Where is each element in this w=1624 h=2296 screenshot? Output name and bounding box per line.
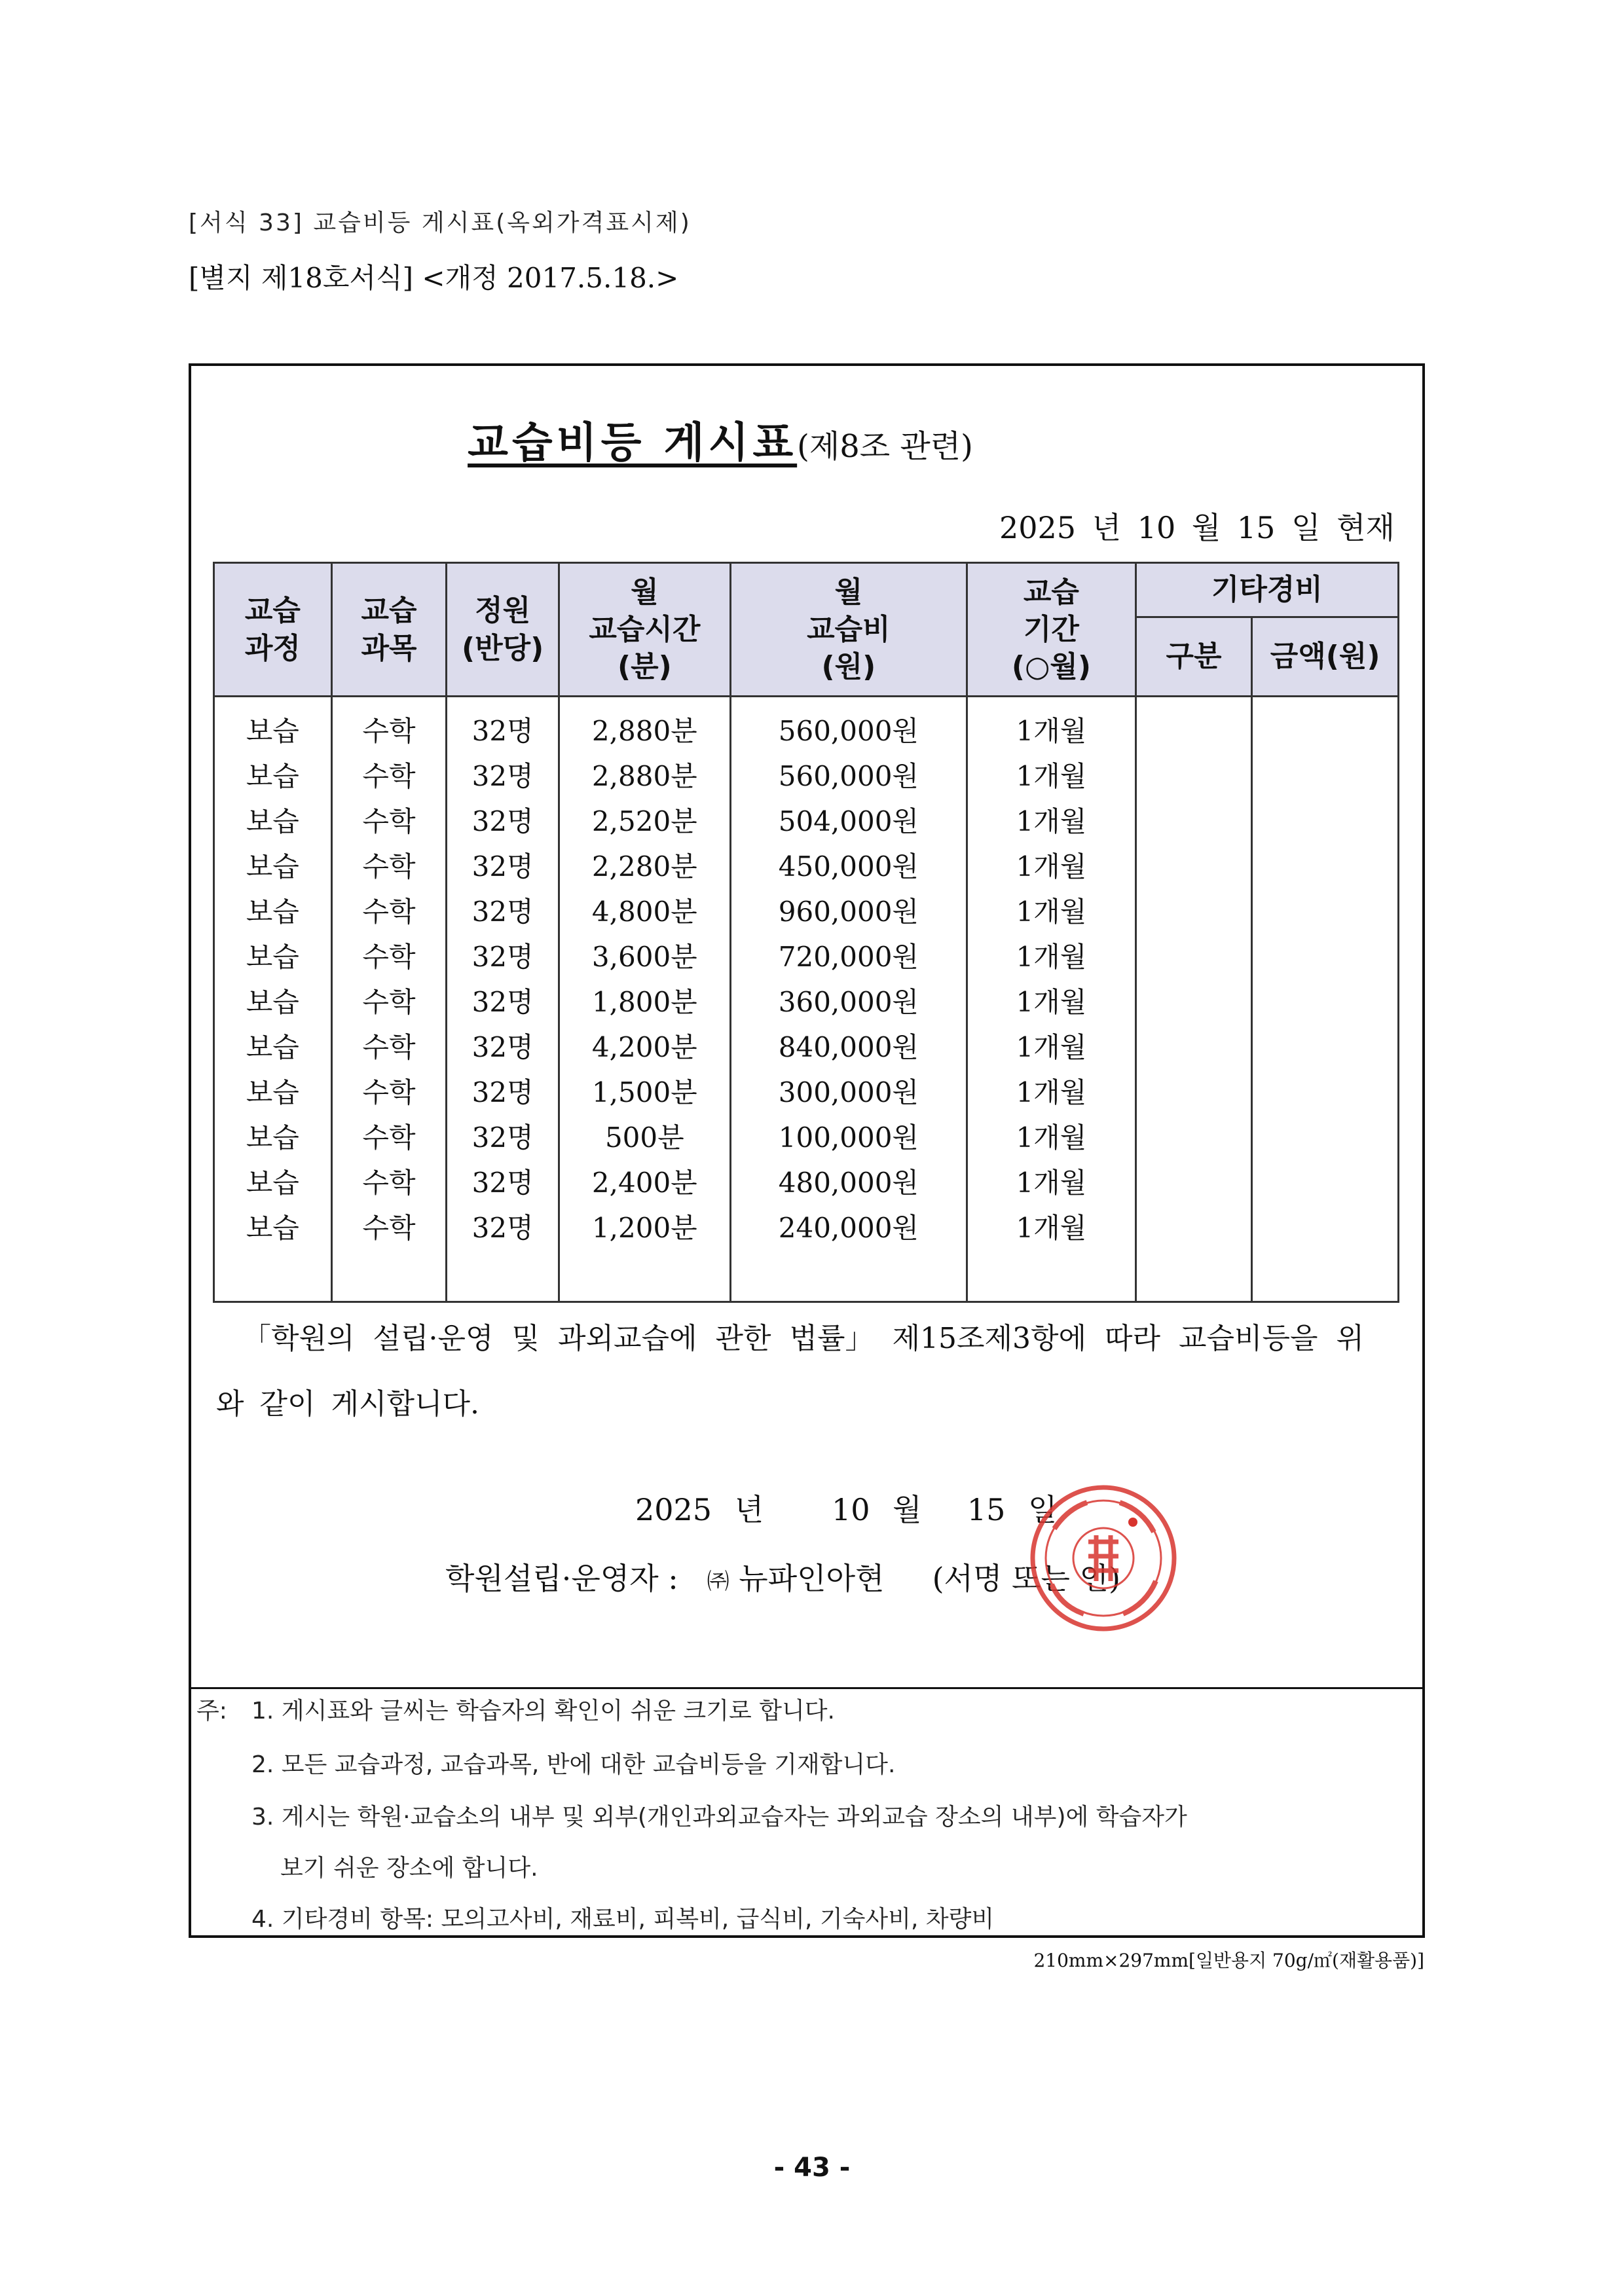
table-row — [214, 1023, 1399, 1068]
table-row — [214, 797, 1399, 842]
cell-capacity: 32명 — [447, 697, 559, 752]
note-item-1: 1. 게시표와 글씨는 학습자의 확인이 쉬운 크기로 합니다. — [251, 1698, 835, 1724]
document-title — [367, 409, 1074, 469]
cell-category — [1135, 977, 1252, 1023]
cell-course: 보습 — [214, 1068, 332, 1113]
empty-cell — [967, 1248, 1136, 1302]
cell-capacity: 32명 — [447, 797, 559, 842]
cell-hours: 1,200분 — [559, 1203, 731, 1248]
cell-category — [1135, 1158, 1252, 1203]
cell-amount — [1252, 1113, 1399, 1158]
header-amount: 금액(원) — [1252, 617, 1399, 697]
cell-subject: 수학 — [331, 1158, 447, 1203]
cell-subject: 수학 — [331, 1023, 447, 1068]
form-number-line: [서식 33] 교습비등 게시표(옥외가격표시제) — [189, 210, 692, 236]
cell-capacity: 32명 — [447, 752, 559, 797]
cell-fee: 480,000원 — [730, 1158, 967, 1203]
cell-amount — [1252, 1068, 1399, 1113]
cell-hours: 4,800분 — [559, 887, 731, 932]
note-item-4: 4. 기타경비 항목: 모의고사비, 재료비, 피복비, 급식비, 기숙사비, 차량비 — [251, 1906, 995, 1933]
cell-category — [1135, 1113, 1252, 1158]
cell-subject: 수학 — [331, 842, 447, 887]
header-monthly-fee: 월 교습비 (원) — [730, 563, 967, 697]
cell-fee: 840,000원 — [730, 1023, 967, 1068]
cell-fee: 960,000원 — [730, 887, 967, 932]
cell-category — [1135, 842, 1252, 887]
cell-subject: 수학 — [331, 1068, 447, 1113]
cell-capacity: 32명 — [447, 1113, 559, 1158]
cell-fee: 100,000원 — [730, 1113, 967, 1158]
signature-date: 2025 년 10 월 15 일 — [635, 1492, 1058, 1527]
cell-hours: 4,200분 — [559, 1023, 731, 1068]
cell-hours: 2,880분 — [559, 697, 731, 752]
cell-capacity: 32명 — [447, 1068, 559, 1113]
operator-name: 뉴파인아현 — [739, 1561, 885, 1596]
cell-amount — [1252, 697, 1399, 752]
cell-hours: 1,800분 — [559, 977, 731, 1023]
cell-subject: 수학 — [331, 797, 447, 842]
cell-course: 보습 — [214, 1113, 332, 1158]
cell-course: 보습 — [214, 1023, 332, 1068]
cell-hours: 1,500분 — [559, 1068, 731, 1113]
cell-period: 1개월 — [967, 752, 1136, 797]
table-bottom-spacer — [214, 1248, 1399, 1302]
paper-spec: 210mm×297mm[일반용지 70g/㎡(재활용품)] — [1033, 1950, 1424, 1971]
cell-subject: 수학 — [331, 977, 447, 1023]
page-number: - 43 - — [773, 2153, 851, 2183]
notes-separator — [189, 1687, 1425, 1689]
empty-cell — [214, 1248, 332, 1302]
table-row — [214, 887, 1399, 932]
cell-period: 1개월 — [967, 697, 1136, 752]
cell-course: 보습 — [214, 797, 332, 842]
cell-fee: 560,000원 — [730, 697, 967, 752]
fee-table-body — [214, 697, 1399, 1302]
cell-period: 1개월 — [967, 887, 1136, 932]
cell-amount — [1252, 977, 1399, 1023]
cell-capacity: 32명 — [447, 1023, 559, 1068]
operator-signature-line — [445, 1555, 1120, 1598]
cell-capacity: 32명 — [447, 1158, 559, 1203]
cell-subject: 수학 — [331, 1113, 447, 1158]
table-row — [214, 1158, 1399, 1203]
cell-fee: 504,000원 — [730, 797, 967, 842]
header-category: 구분 — [1135, 617, 1252, 697]
cell-amount — [1252, 1023, 1399, 1068]
cell-fee: 720,000원 — [730, 932, 967, 977]
cell-capacity: 32명 — [447, 842, 559, 887]
cell-capacity: 32명 — [447, 977, 559, 1023]
cell-hours: 500분 — [559, 1113, 731, 1158]
title-subtitle: (제8조 관련) — [797, 428, 973, 465]
cell-amount — [1252, 752, 1399, 797]
note-item-3-cont: 보기 쉬운 장소에 합니다. — [280, 1855, 538, 1882]
operator-label: 학원설립·운영자 : — [445, 1561, 678, 1596]
header-monthly-hours: 월 교습시간 (분) — [559, 563, 731, 697]
empty-cell — [1135, 1248, 1252, 1302]
cell-course: 보습 — [214, 887, 332, 932]
title-main: 교습비등 게시표 — [468, 419, 798, 467]
cell-fee: 240,000원 — [730, 1203, 967, 1248]
cell-category — [1135, 887, 1252, 932]
cell-amount — [1252, 797, 1399, 842]
note-item-3: 3. 게시는 학원·교습소의 내부 및 외부(개인과외교습자는 과외교습 장소의 내부)에 학습자가 — [251, 1804, 1187, 1831]
cell-fee: 560,000원 — [730, 752, 967, 797]
notice-line-2: 와 같이 게시합니다. — [216, 1387, 479, 1421]
cell-capacity: 32명 — [447, 932, 559, 977]
header-capacity: 정원 (반당) — [447, 563, 559, 697]
header-period: 교습 기간 (○월) — [967, 563, 1136, 697]
cell-amount — [1252, 1203, 1399, 1248]
table-row — [214, 697, 1399, 752]
cell-period: 1개월 — [967, 977, 1136, 1023]
cell-period: 1개월 — [967, 1203, 1136, 1248]
cell-fee: 300,000원 — [730, 1068, 967, 1113]
notice-line-1: 「학원의 설립·운영 및 과외교습에 관한 법률」 제15조제3항에 따라 교습비등을 위 — [242, 1322, 1364, 1355]
cell-period: 1개월 — [967, 1113, 1136, 1158]
form-revision-line: [별지 제18호서식] <개정 2017.5.18.> — [189, 262, 679, 294]
cell-subject: 수학 — [331, 1203, 447, 1248]
cell-category — [1135, 697, 1252, 752]
table-row — [214, 1203, 1399, 1248]
cell-category — [1135, 1203, 1252, 1248]
cell-amount — [1252, 842, 1399, 887]
header-other-expenses: 기타경비 — [1135, 563, 1398, 617]
cell-period: 1개월 — [967, 797, 1136, 842]
cell-course: 보습 — [214, 977, 332, 1023]
official-seal — [1028, 1483, 1179, 1633]
cell-amount — [1252, 932, 1399, 977]
cell-hours: 2,880분 — [559, 752, 731, 797]
empty-cell — [331, 1248, 447, 1302]
posting-notice — [216, 1306, 1395, 1437]
cell-hours: 2,520분 — [559, 797, 731, 842]
table-row — [214, 752, 1399, 797]
cell-category — [1135, 752, 1252, 797]
empty-cell — [730, 1248, 967, 1302]
cell-fee: 360,000원 — [730, 977, 967, 1023]
as-of-date: 2025 년 10 월 15 일 현재 — [999, 510, 1395, 545]
table-row — [214, 977, 1399, 1023]
cell-amount — [1252, 887, 1399, 932]
corp-mark: ㈜ — [707, 1569, 729, 1595]
table-row — [214, 932, 1399, 977]
table-row — [214, 1113, 1399, 1158]
cell-subject: 수학 — [331, 932, 447, 977]
cell-amount — [1252, 1158, 1399, 1203]
cell-hours: 2,400분 — [559, 1158, 731, 1203]
notes-prefix: 주: — [196, 1698, 227, 1724]
cell-category — [1135, 1068, 1252, 1113]
cell-subject: 수학 — [331, 887, 447, 932]
cell-capacity: 32명 — [447, 887, 559, 932]
cell-period: 1개월 — [967, 932, 1136, 977]
sign-label: (서명 또는 인) — [932, 1561, 1120, 1596]
empty-cell — [447, 1248, 559, 1302]
cell-hours: 3,600분 — [559, 932, 731, 977]
cell-hours: 2,280분 — [559, 842, 731, 887]
cell-course: 보습 — [214, 842, 332, 887]
cell-capacity: 32명 — [447, 1203, 559, 1248]
empty-cell — [559, 1248, 731, 1302]
header-course: 교습 과정 — [214, 563, 332, 697]
cell-period: 1개월 — [967, 1158, 1136, 1203]
table-row — [214, 1068, 1399, 1113]
note-item-2: 2. 모든 교습과정, 교습과목, 반에 대한 교습비등을 기재합니다. — [251, 1751, 896, 1778]
cell-subject: 수학 — [331, 752, 447, 797]
empty-cell — [1252, 1248, 1399, 1302]
cell-course: 보습 — [214, 1203, 332, 1248]
cell-course: 보습 — [214, 1158, 332, 1203]
cell-category — [1135, 797, 1252, 842]
cell-course: 보습 — [214, 752, 332, 797]
header-subject: 교습 과목 — [331, 563, 447, 697]
cell-course: 보습 — [214, 697, 332, 752]
table-row — [214, 842, 1399, 887]
cell-fee: 450,000원 — [730, 842, 967, 887]
cell-period: 1개월 — [967, 1023, 1136, 1068]
fee-table — [213, 562, 1399, 1303]
cell-course: 보습 — [214, 932, 332, 977]
cell-category — [1135, 932, 1252, 977]
cell-period: 1개월 — [967, 842, 1136, 887]
cell-period: 1개월 — [967, 1068, 1136, 1113]
cell-subject: 수학 — [331, 697, 447, 752]
cell-category — [1135, 1023, 1252, 1068]
